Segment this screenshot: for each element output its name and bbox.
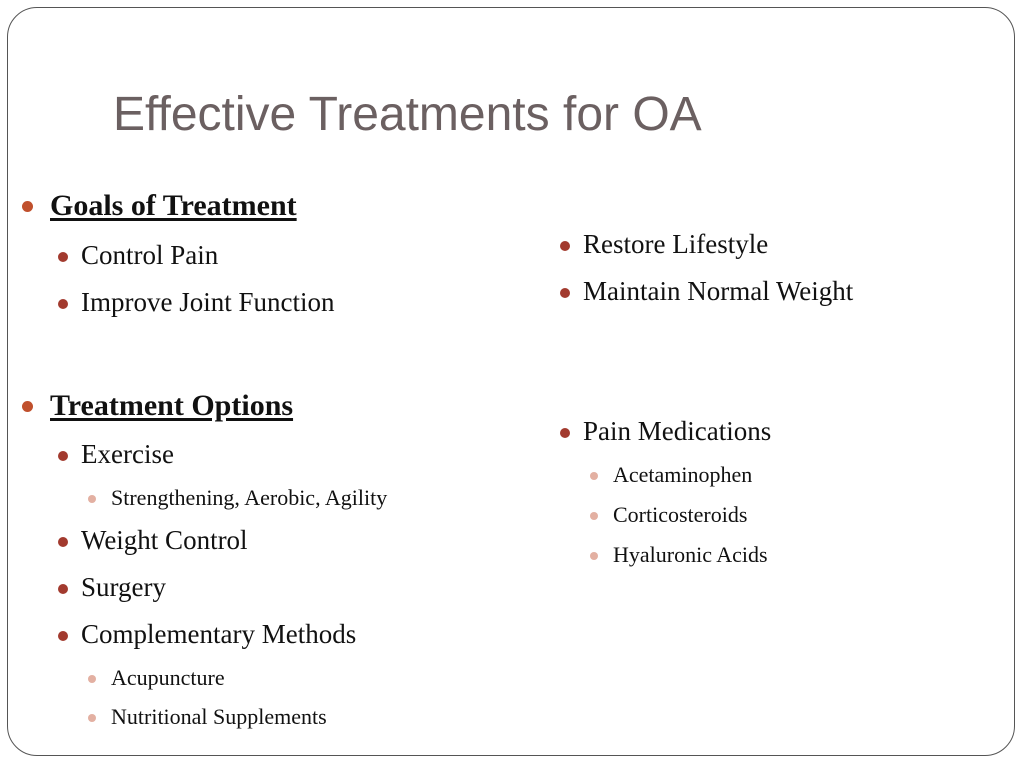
bullet-icon	[590, 472, 598, 480]
bullet-icon	[58, 299, 68, 309]
list-item-weight-control	[81, 525, 248, 556]
bullet-icon	[590, 552, 598, 560]
bullet-icon	[58, 584, 68, 594]
list-item-label: Complementary Methods	[81, 619, 357, 649]
bullet-icon	[560, 241, 570, 251]
list-item-exercise	[81, 439, 174, 470]
bullet-icon	[88, 714, 96, 722]
list-item-label: Maintain Normal Weight	[583, 276, 854, 306]
sub-item-acupuncture	[111, 665, 225, 691]
sub-item-corticosteroids	[613, 502, 747, 528]
bullet-icon	[22, 201, 33, 212]
list-item-label: Restore Lifestyle	[583, 229, 769, 259]
sub-item-label: Corticosteroids	[613, 502, 748, 527]
sub-item-acetaminophen	[613, 462, 752, 488]
bullet-icon	[58, 451, 68, 461]
bullet-icon	[22, 401, 33, 412]
bullet-icon	[58, 252, 68, 262]
slide-title: Effective Treatments for OA	[113, 88, 702, 141]
treatment-options-heading-label: Treatment Options	[50, 389, 294, 422]
bullet-icon	[58, 537, 68, 547]
sub-item-exercise-detail	[111, 485, 387, 511]
sub-item-label: Acetaminophen	[613, 462, 753, 487]
treatment-options-heading	[50, 389, 293, 423]
list-item-pain-medications	[583, 416, 771, 447]
list-item-improve-joint-function	[81, 287, 334, 318]
list-item-restore-lifestyle	[583, 229, 768, 260]
bullet-icon	[88, 495, 96, 503]
list-item-label: Improve Joint Function	[81, 287, 335, 317]
bullet-icon	[58, 631, 68, 641]
sub-item-hyaluronic-acids	[613, 542, 768, 568]
bullet-icon	[590, 512, 598, 520]
sub-item-label: Acupuncture	[111, 665, 225, 690]
sub-item-label: Hyaluronic Acids	[613, 542, 768, 567]
sub-item-label: Strengthening, Aerobic, Agility	[111, 485, 388, 510]
sub-item-label: Nutritional Supplements	[111, 704, 327, 729]
goals-heading	[50, 189, 297, 223]
bullet-icon	[560, 428, 570, 438]
list-item-label: Pain Medications	[583, 416, 772, 446]
list-item-surgery	[81, 572, 166, 603]
list-item-complementary-methods	[81, 619, 356, 650]
bullet-icon	[88, 675, 96, 683]
list-item-control-pain	[81, 240, 218, 271]
list-item-maintain-normal-weight	[583, 276, 853, 307]
list-item-label: Surgery	[81, 572, 166, 602]
list-item-label: Exercise	[81, 439, 174, 469]
list-item-label: Control Pain	[81, 240, 219, 270]
sub-item-nutritional-supplements	[111, 704, 327, 730]
bullet-icon	[560, 288, 570, 298]
list-item-label: Weight Control	[81, 525, 248, 555]
goals-heading-label: Goals of Treatment	[50, 189, 297, 222]
